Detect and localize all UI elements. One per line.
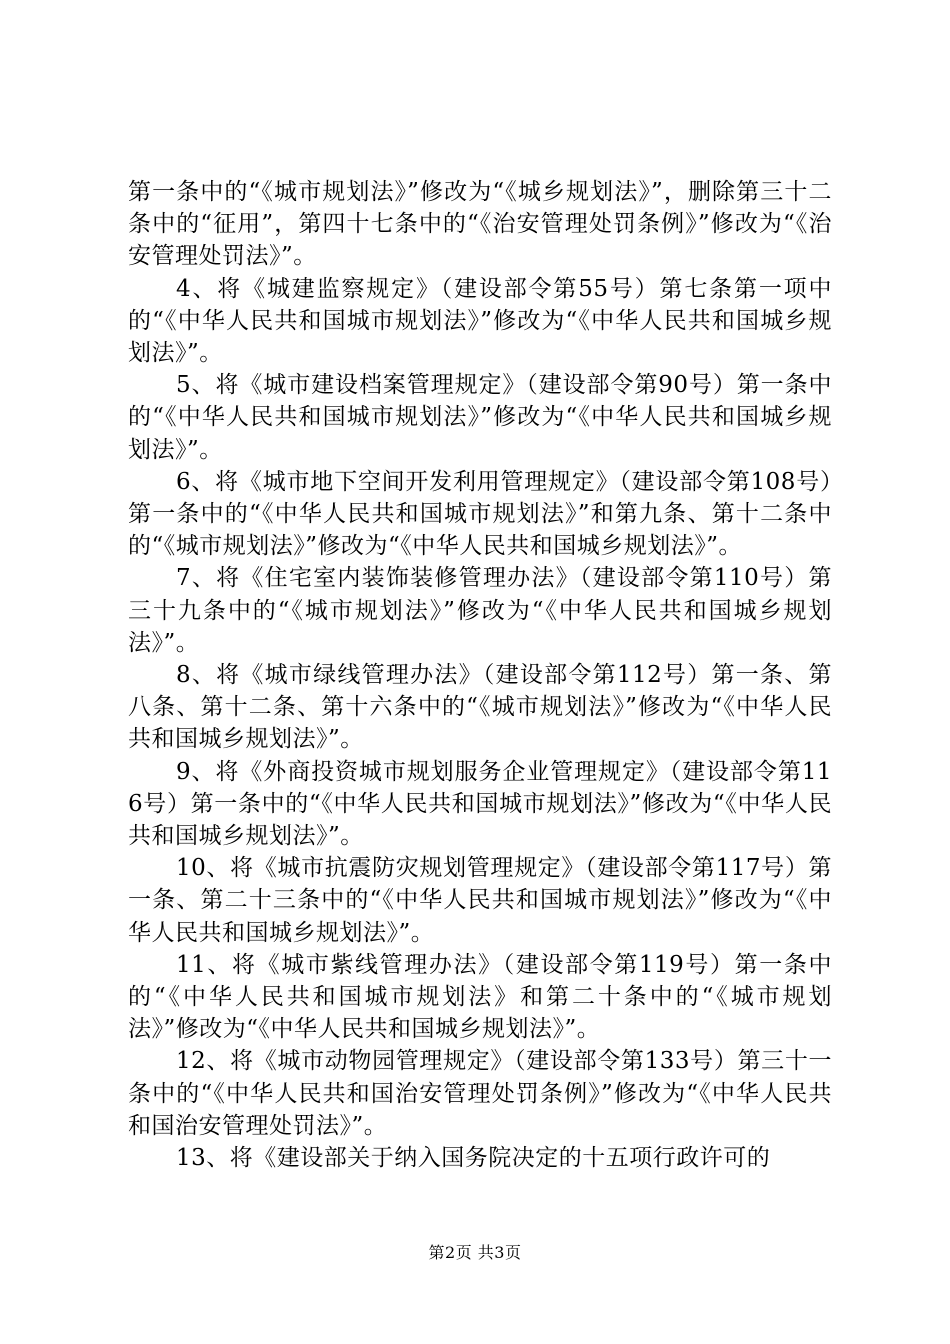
page-footer xyxy=(0,1243,950,1263)
paragraph-item-12: 12、将《城市动物园管理规定》（建设部令第133号）第三十一条中的“《中华人民共和国治安管理处罚条例》”修改为“《中华人民共和国治安管理处罚法》”。 xyxy=(128,1048,832,1139)
paragraph-item-9: 9、将《外商投资城市规划服务企业管理规定》（建设部令第116号）第一条中的“《中华人民共和国城市规划法》”修改为“《中华人民共和国城乡规划法》”。 xyxy=(128,758,832,850)
page-number-label: 第2页 共3页 xyxy=(428,1243,522,1262)
paragraph-item-4: 4、将《城建监察规定》（建设部令第55号）第七条第一项中的“《中华人民共和国城市规划法》”修改为“《中华人民共和国城乡规划法》”。 xyxy=(128,275,832,367)
paragraph-continuation: 第一条中的“《城市规划法》”修改为“《城乡规划法》”，删除第三十二条中的“征用”，第四十七条中的“《治安管理处罚条例》”修改为“《治安管理处罚法》”。 xyxy=(128,179,832,270)
document-body xyxy=(128,176,832,1174)
paragraph-item-6: 6、将《城市地下空间开发利用管理规定》（建设部令第108号）第一条中的“《中华人民共和国城市规划法》”和第九条、第十二条中的“《城市规划法》”修改为“《中华人民共和国城乡规划法》”。 xyxy=(128,468,832,560)
paragraph-item-7: 7、将《住宅室内装饰装修管理办法》（建设部令第110号）第三十九条中的“《城市规划法》”修改为“《中华人民共和国城乡规划法》”。 xyxy=(128,565,832,656)
paragraph-item-8: 8、将《城市绿线管理办法》（建设部令第112号）第一条、第八条、第十二条、第十六条中的“《城市规划法》”修改为“《中华人民共和国城乡规划法》”。 xyxy=(128,662,832,753)
paragraph-item-5: 5、将《城市建设档案管理规定》（建设部令第90号）第一条中的“《中华人民共和国城市规划法》”修改为“《中华人民共和国城乡规划法》”。 xyxy=(128,372,832,463)
paragraph-item-10: 10、将《城市抗震防灾规划管理规定》（建设部令第117号）第一条、第二十三条中的“《中华人民共和国城市规划法》”修改为“《中华人民共和国城乡规划法》”。 xyxy=(128,855,832,946)
paragraph-item-11: 11、将《城市紫线管理办法》（建设部令第119号）第一条中的“《中华人民共和国城市规划法》和第二十条中的“《城市规划法》”修改为“《中华人民共和国城乡规划法》”。 xyxy=(128,951,832,1043)
paragraph-item-13: 13、将《建设部关于纳入国务院决定的十五项行政许可的 xyxy=(176,1145,771,1172)
